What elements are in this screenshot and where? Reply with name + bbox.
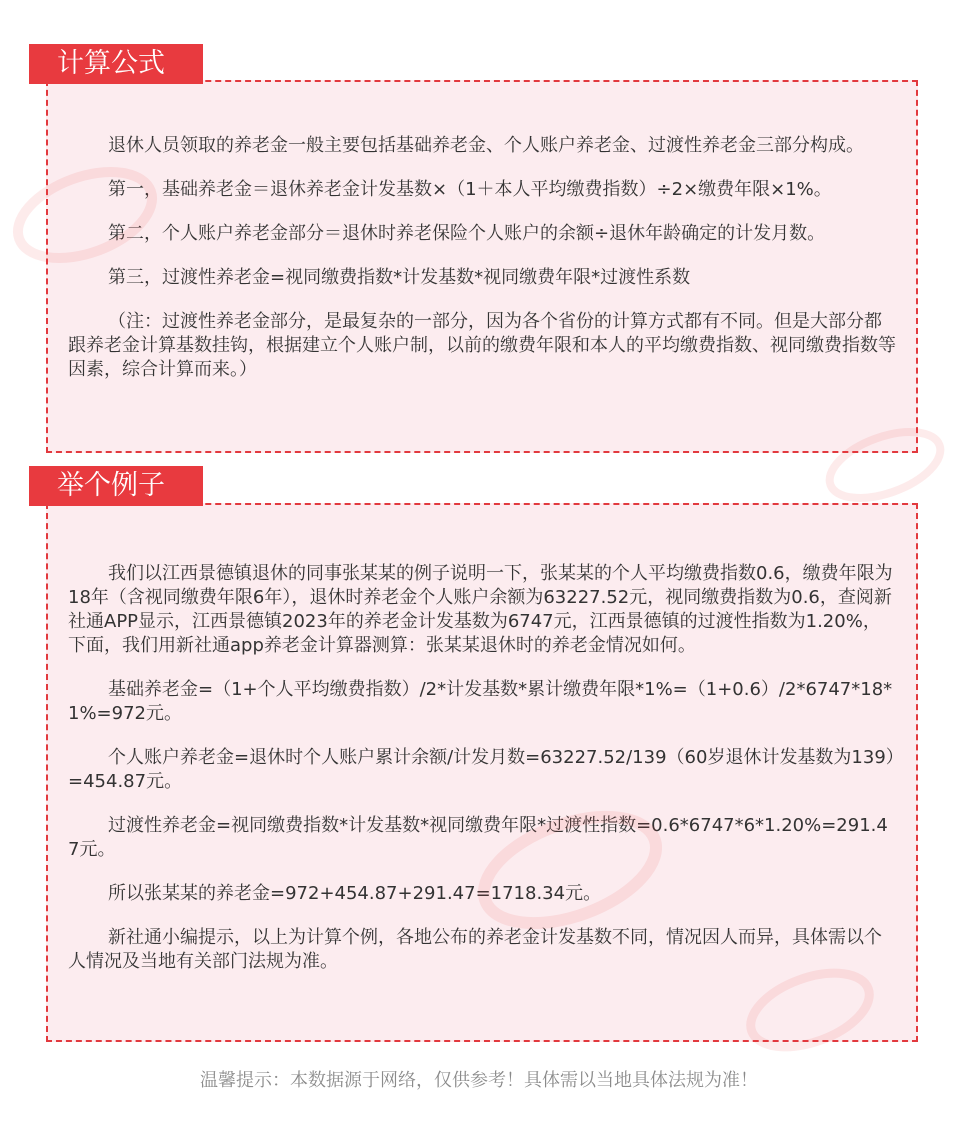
formula-box — [46, 80, 918, 453]
section-title-underline — [29, 503, 203, 506]
paragraph: 第一，基础养老金＝退休养老金计发基数×（1＋本人平均缴费指数）÷2×缴费年限×1%。 — [108, 179, 832, 200]
paragraph: 新社通小编提示，以上为计算个例，各地公布的养老金计发基数不同，情况因人而异，具体需以个人情况及当地有关部门法规为准。 — [68, 927, 882, 972]
paragraph: 我们以江西景德镇退休的同事张某某的例子说明一下，张某某的个人平均缴费指数0.6，缴费年限为18年（含视同缴费年限6年），退休时养老金个人账户余额为63227.52元，视同缴费指数为0.6，查阅新社通APP显示，江西景德镇2023年的养老金计发基数为6747元，江西景德镇的过渡性指数为1.20%，下面，我们用新社通app养老金计算器测算：张某某退休时的养老金情况如何。 — [68, 563, 893, 656]
section-title-example: 举个例子 — [29, 466, 203, 506]
paragraph: 第三，过渡性养老金=视同缴费指数*计发基数*视同缴费年限*过渡性系数 — [108, 267, 691, 288]
footer-notice: 温馨提示：本数据源于网络，仅供参考！具体需以当地具体法规为准！ — [200, 1070, 758, 1091]
paragraph: （注：过渡性养老金部分，是最复杂的一部分，因为各个省份的计算方式都有不同。但是大部分都跟养老金计算基数挂钩，根据建立个人账户制，以前的缴费年限和本人的平均缴费指数、视同缴费指数等因素，综合计算而来。） — [68, 311, 896, 380]
paragraph: 基础养老金=（1+个人平均缴费指数）/2*计发基数*累计缴费年限*1%=（1+0.6）/2*6747*18*1%=972元。 — [68, 679, 893, 724]
paragraph: 过渡性养老金=视同缴费指数*计发基数*视同缴费年限*过渡性指数=0.6*6747*6*1.20%=291.47元。 — [68, 815, 888, 860]
section-title-underline — [29, 80, 203, 83]
paragraph: 退休人员领取的养老金一般主要包括基础养老金、个人账户养老金、过渡性养老金三部分构成。 — [108, 135, 864, 156]
paragraph: 所以张某某的养老金=972+454.87+291.47=1718.34元。 — [108, 883, 602, 904]
paragraph: 个人账户养老金=退休时个人账户累计余额/计发月数=63227.52/139（60岁退休计发基数为139）=454.87元。 — [68, 747, 895, 792]
paragraph: 第二，个人账户养老金部分＝退休时养老保险个人账户的余额÷退休年龄确定的计发月数。 — [108, 223, 826, 244]
section-title-formula: 计算公式 — [29, 44, 203, 84]
example-box — [46, 503, 918, 1042]
